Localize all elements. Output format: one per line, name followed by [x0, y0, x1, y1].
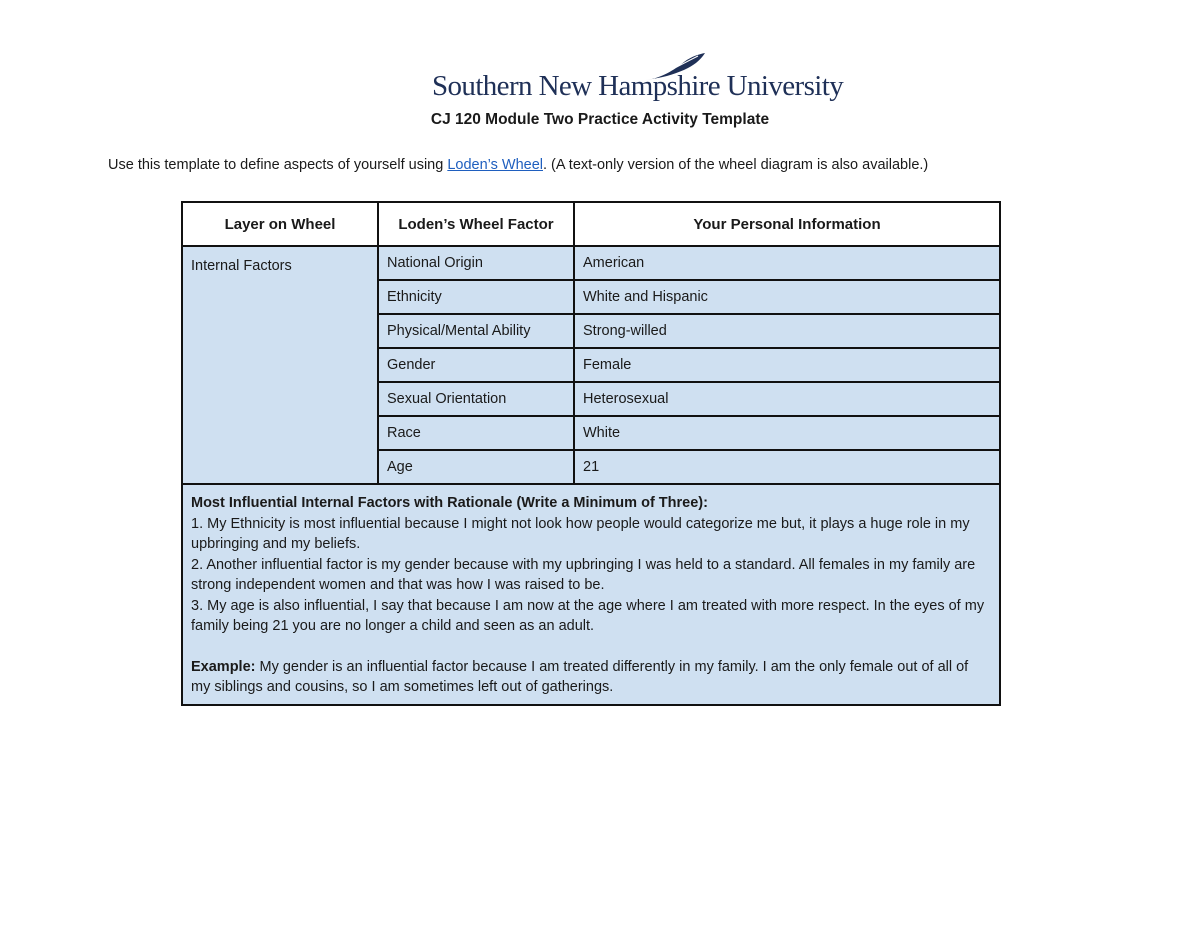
info-cell[interactable]: 21: [574, 450, 1000, 484]
factor-cell: Sexual Orientation: [378, 382, 574, 416]
factor-cell: Race: [378, 416, 574, 450]
table-row: [182, 246, 1000, 280]
info-cell[interactable]: Heterosexual: [574, 382, 1000, 416]
info-cell[interactable]: Female: [574, 348, 1000, 382]
table-header-row: [182, 202, 1000, 246]
info-cell[interactable]: White and Hispanic: [574, 280, 1000, 314]
factor-cell: Ethnicity: [378, 280, 574, 314]
factor-cell: National Origin: [378, 246, 574, 280]
rationale-cell[interactable]: [182, 484, 1000, 705]
factor-cell: Gender: [378, 348, 574, 382]
university-logo: [432, 52, 844, 108]
info-cell[interactable]: Strong-willed: [574, 314, 1000, 348]
lodens-wheel-link[interactable]: Loden’s Wheel: [447, 157, 543, 173]
example-paragraph: [191, 657, 991, 698]
intro-paragraph: [108, 157, 928, 173]
document-title: CJ 120 Module Two Practice Activity Template: [430, 111, 770, 128]
intro-text-end: . (A text-only version of the wheel diagram is also available.): [543, 157, 929, 173]
header-layer: Layer on Wheel: [182, 202, 378, 246]
logo-wordmark: Southern New Hampshire University: [432, 70, 844, 102]
info-cell[interactable]: American: [574, 246, 1000, 280]
factor-cell: Age: [378, 450, 574, 484]
example-label: Example:: [191, 658, 256, 675]
factor-cell: Physical/Mental Ability: [378, 314, 574, 348]
header-factor: Loden’s Wheel Factor: [378, 202, 574, 246]
rationale-row: [182, 484, 1000, 705]
paragraph-spacer: [191, 637, 991, 657]
rationale-item: 3. My age is also influential, I say that because I am now at the age where I am treated with more respect. In the eyes of my family being 21 you are no longer a child and seen as an adult.: [191, 597, 985, 634]
intro-text-start: Use this template to define aspects of yourself using: [108, 157, 448, 173]
example-text: My gender is an influential factor because I am treated differently in my family. I am the only female out of all of my siblings and cousins, so I am sometimes left out of gatherings.: [191, 658, 969, 695]
rationale-item: 2. Another influential factor is my gender because with my upbringing I was held to a standard. All females in my family are strong independent women and that was how I was raised to be.: [191, 556, 976, 593]
info-cell[interactable]: White: [574, 416, 1000, 450]
header-personal-info: Your Personal Information: [574, 202, 1000, 246]
rationale-item: 1. My Ethnicity is most influential because I might not look how people would categorize me but, it plays a huge role in my upbringing and my beliefs.: [191, 515, 970, 552]
lodens-wheel-table: [181, 201, 1001, 706]
rationale-heading: Most Influential Internal Factors with Rationale (Write a Minimum of Three):: [191, 495, 708, 511]
layer-cell: Internal Factors: [182, 246, 378, 484]
